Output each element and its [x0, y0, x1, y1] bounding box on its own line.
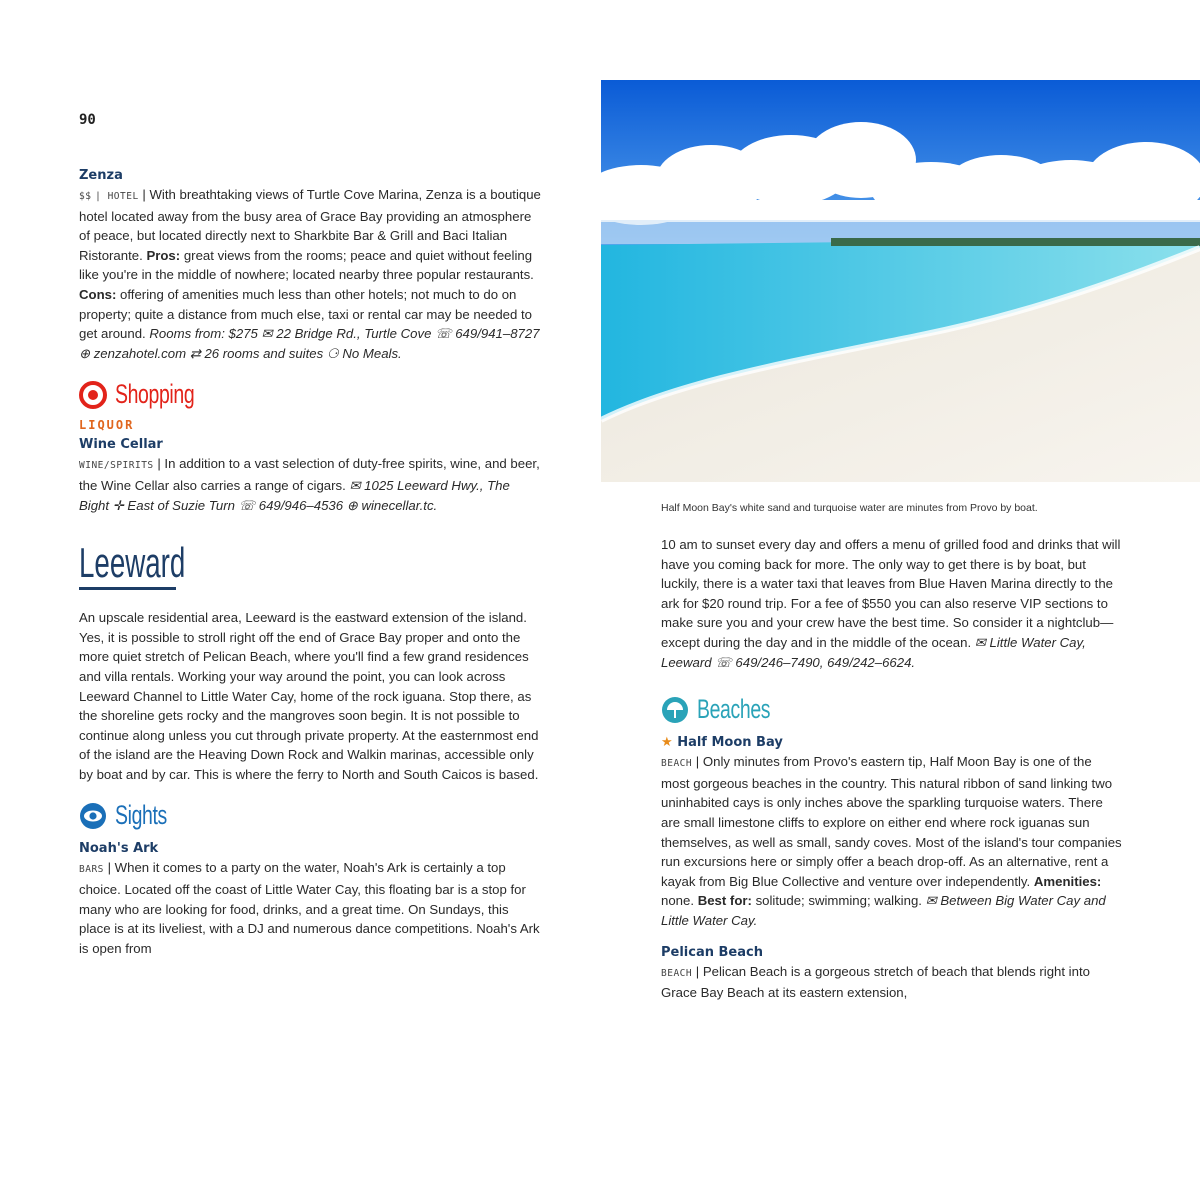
listing-category: HOTEL — [107, 191, 139, 202]
listing-name: Zenza — [79, 168, 123, 183]
page-number: 90 — [79, 112, 96, 128]
listing-info: ✉ Little Water Cay, Leeward ☏ 649/246–7490, 649/242–6624. — [661, 634, 1086, 670]
amenities-label: Amenities: — [1033, 873, 1102, 889]
best-for-text: solitude; swimming; walking. — [755, 893, 922, 909]
section-sights — [79, 800, 541, 831]
listing-body: BEACH | Pelican Beach is a gorgeous stretch of beach that blends right into Grace Bay Beach at its eastern extension, — [661, 963, 1090, 1001]
region-intro: An upscale residential area, Leeward is the eastward extension of the island. Yes, it is possible to stroll right off the end of Grace Bay proper and onto the more quiet stretch of Pelican Beach, where you'll find a few grand residences and villa rentals. Working your way around the point, you can look across Leeward Channel to Little Water Cay, home of the rock iguana. Stop there, as the shoreline gets rocky and the mangroves soon begin. It is not possible to continue along unless you cut through private property. At the easternmost end of the island are the Heaving Down Rock and Walkin marinas, accessible only by boat and by car. This is where the ferry to North and South Caicos is based. — [79, 610, 539, 782]
photo-caption: Half Moon Bay's white sand and turquoise water are minutes from Provo by boat. — [661, 501, 1038, 514]
region-title-rule — [79, 587, 176, 590]
listing-wine-cellar — [79, 435, 541, 515]
star-icon: ★ — [661, 735, 673, 751]
cons-label: Cons: — [79, 286, 117, 302]
cons-text: offering of amenities much less than other hotels; not much to do on property; quite a distance from much else, taxi or rental car may be needed to get around. — [79, 286, 533, 342]
listing-pelican-beach — [661, 943, 1123, 1003]
listing-name: Wine Cellar — [79, 437, 163, 453]
best-for-label: Best for: — [697, 893, 752, 909]
listing-name: Noah's Ark — [79, 841, 159, 857]
listing-body: BEACH | Only minutes from Provo's eastern tip, Half Moon Bay is one of the most gorgeous beaches in the country. This natural ribbon of sand linking two uninhabited cays is only inches above the sparkling turquoise waters. There are small limestone cliffs to explore on either end where rock iguanas sun themselves, as well as small, sandy coves. Most of the island's tour companies run excursions here or simply offer a beach drop-off. As an alternative, rent a kayak from Big Blue Collective and venture over independently. Amenities: none. Best for: solitude; swimming; walking. ✉ Between Big Water Cay and Little Water Cay. — [661, 754, 1122, 928]
listing-name: Half Moon Bay — [677, 735, 783, 751]
listing-description: Pelican Beach is a gorgeous stretch of beach that blends right into Grace Bay Beach at its eastern extension, — [661, 963, 1090, 1001]
listing-description: In addition to a vast selection of duty-free spirits, wine, and beer, the Wine Cellar also carries a range of cigars. — [79, 456, 540, 493]
listing-description: With breathtaking views of Turtle Cove Marina, Zenza is a boutique hotel located away from the busy area of Grace Bay providing an atmosphere of peace, but located directly next to Sharkbite Bar & Grill and Baci Italian Ristorante. — [79, 187, 541, 263]
eye-icon — [79, 802, 107, 830]
listing-info: ✉ 1025 Leeward Hwy., The Bight ✛ East of Suzie Turn ☏ 649/946–4536 ⊕ winecellar.tc. — [79, 477, 510, 513]
listing-category: BEACH — [661, 967, 693, 979]
pros-text: great views from the rooms; peace and quiet without feeling like you're in the middle of nowhere; located nearby three popular restaurants. — [79, 247, 534, 283]
subcategory-label: LIQUOR — [79, 418, 135, 433]
region-title: Leeward — [79, 539, 186, 587]
listing-category: WINE/SPIRITS — [79, 460, 154, 472]
listing-body: BARS | When it comes to a party on the water, Noah's Ark is certainly a top choice. Located off the coast of Little Water Cay, this floating bar is a stop for many who are looking for food, drinks, and a great time. On Sundays, this place is at its liveliest, with a DJ and numerous dance competitions. Noah's Ark is open from — [79, 860, 540, 956]
beach-photo — [601, 80, 1200, 482]
left-column — [79, 112, 541, 958]
listing-description: Only minutes from Provo's eastern tip, Half Moon Bay is one of the most gorgeous beaches in the country. This natural ribbon of sand linking two uninhabited cays is only inches above the sparkling turquoise waters. There are small limestone cliffs to explore on either end where rock iguanas sun themselves, as well as small, sandy coves. Most of the island's tour companies run excursions here or simply offer a beach drop-off. As an alternative, rent a kayak from Big Blue Collective and venture over independently. — [661, 754, 1122, 889]
beach-illustration — [601, 80, 1200, 482]
price-range: $$ — [79, 191, 92, 202]
amenities-text: none. — [661, 893, 695, 909]
listing-category: BEACH — [661, 758, 693, 770]
listing-zenza — [79, 166, 541, 363]
listing-category: BARS — [79, 864, 104, 876]
listing-info: Rooms from: $275 ✉ 22 Bridge Rd., Turtle Cove ☏ 649/941–8727 ⊕ zenzahotel.com ⇄ 26 rooms and suites ⚆ No Meals. — [79, 326, 540, 361]
listing-name: Pelican Beach — [661, 944, 763, 960]
right-column — [661, 535, 1123, 1003]
listing-description: 10 am to sunset every day and offers a menu of grilled food and drinks that will have you coming back for more. The only way to get there is by boat, but luckily, there is a water taxi that leaves from Blue Haven Marina directly to the ark for $20 round trip. For a fee of $550 you can also reserve VIP sections to make sure you and your crew have the best time. So consider it a nightclub—except during the day and in the middle of the ocean. — [661, 537, 1121, 650]
listing-description: When it comes to a party on the water, Noah's Ark is certainly a top choice. Located off the coast of Little Water Cay, this floating bar is a stop for many who are looking for food, drinks, and a great time. On Sundays, this place is at its liveliest, with a DJ and numerous dance competitions. Noah's Ark is open from — [79, 860, 540, 956]
section-beaches — [661, 694, 1123, 725]
listing-body: WINE/SPIRITS | In addition to a vast selection of duty-free spirits, wine, and beer, the Wine Cellar also carries a range of cigars. ✉ 1025 Leeward Hwy., The Bight ✛ East of Suzie Turn ☏ 649/946–4536 ⊕ winecellar.tc. — [79, 456, 540, 513]
beach-umbrella-icon — [661, 696, 689, 724]
listing-noahs-ark — [79, 839, 541, 958]
section-title: Beaches — [697, 694, 771, 725]
listing-half-moon-bay — [661, 733, 1123, 930]
section-title: Shopping — [115, 379, 195, 410]
listing-name-row — [661, 733, 1123, 752]
pros-label: Pros: — [146, 247, 181, 263]
listing-body-continued — [661, 535, 1123, 672]
listing-info: ✉ Between Big Water Cay and Little Water Cay. — [661, 893, 1106, 928]
shopping-icon — [79, 381, 107, 409]
section-shopping — [79, 379, 541, 410]
section-title: Sights — [115, 800, 167, 831]
listing-body: $$ | HOTEL | With breathtaking views of Turtle Cove Marina, Zenza is a boutique hotel located away from the busy area of Grace Bay providing an atmosphere of peace, but located directly next to Sharkbite Bar & Grill and Baci Italian Ristorante. Pros: great views from the rooms; peace and quiet without feeling like you're in the middle of nowhere; located nearby three popular restaurants. Cons: offering of amenities much less than other hotels; not much to do on property; quite a distance from much else, taxi or rental car may be needed to get around. Rooms from: $275 ✉ 22 Bridge Rd., Turtle Cove ☏ 649/941–8727 ⊕ zenzahotel.com ⇄ 26 rooms and suites ⚆ No Meals. — [79, 187, 541, 361]
